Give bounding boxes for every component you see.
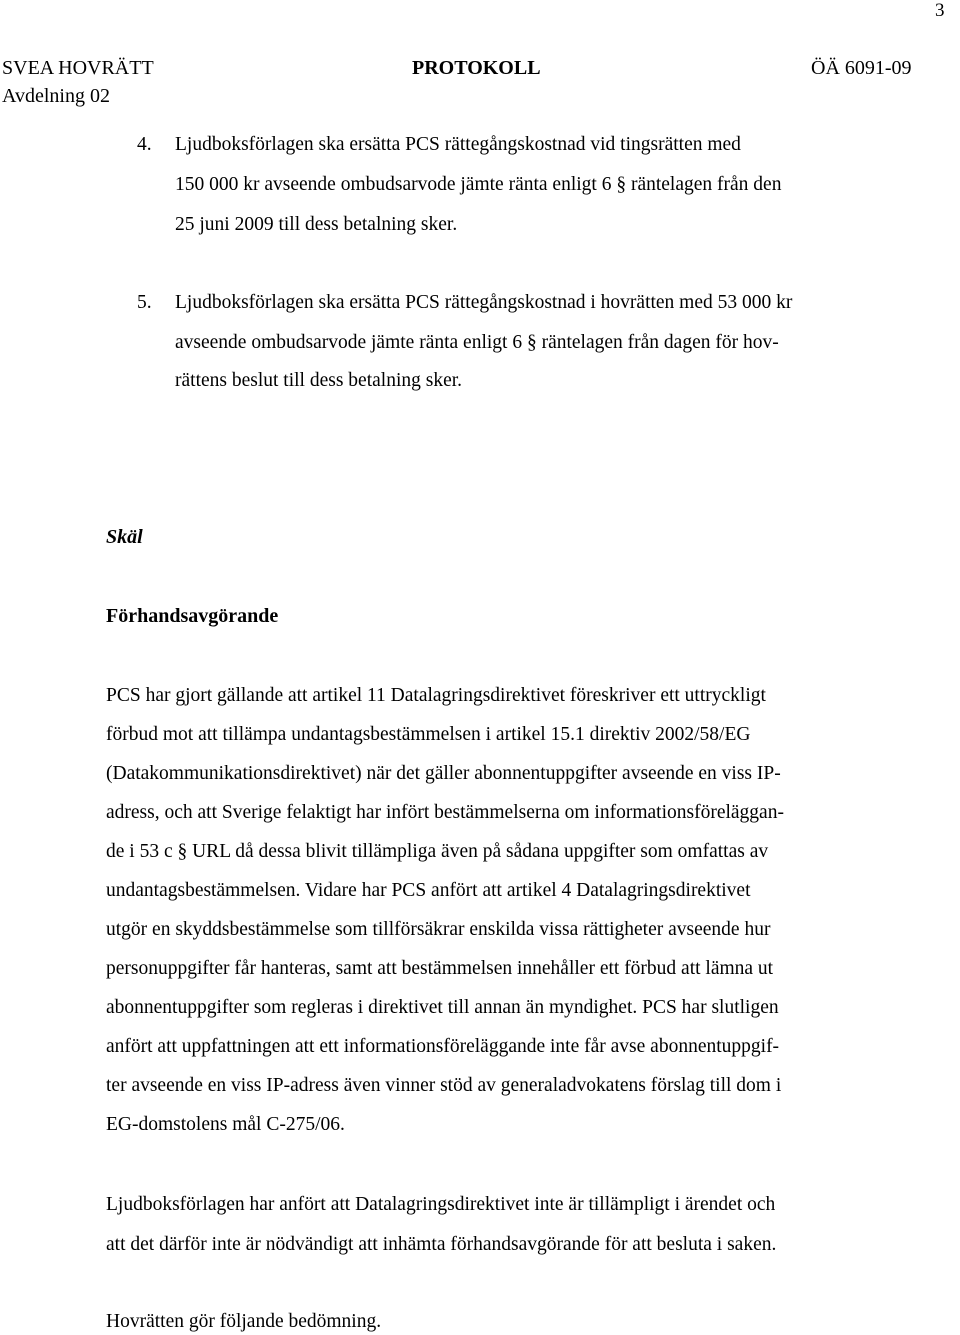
document-title: PROTOKOLL — [412, 57, 541, 79]
paragraph-line: ter avseende en viss IP-adress även vinner stöd av generaladvokatens förslag till dom i — [106, 1075, 782, 1096]
paragraph-line: anfört att uppfattningen att ett informationsföreläggande inte får avse abonnentuppgif- — [106, 1036, 780, 1057]
paragraph-line: Ljudboksförlagen har anfört att Datalagringsdirektivet inte är tillämpligt i ärendet och — [106, 1194, 776, 1215]
paragraph-line: undantagsbestämmelsen. Vidare har PCS anfört att artikel 4 Datalagringsdirektivet — [106, 880, 751, 901]
department-name: Avdelning 02 — [2, 85, 110, 107]
paragraph-line: (Datakommunikationsdirektivet) när det gäller abonnentuppgifter avseende en viss IP- — [106, 763, 781, 784]
page-number: 3 — [935, 0, 945, 21]
paragraph-line: personuppgifter får hanteras, samt att bestämmelsen innehåller ett förbud att lämna ut — [106, 958, 774, 979]
list-item-line: avseende ombudsarvode jämte ränta enligt 6 § räntelagen från dagen för hov- — [175, 332, 779, 353]
paragraph-line: utgör en skyddsbestämmelse som tillförsäkrar enskilda vissa rättigheter avseende hur — [106, 919, 771, 940]
list-item-number: 4. — [137, 134, 152, 155]
case-number: ÖÄ 6091-09 — [811, 57, 912, 79]
list-item-line: rättens beslut till dess betalning sker. — [175, 370, 463, 391]
list-item-number: 5. — [137, 292, 152, 313]
court-name: SVEA HOVRÄTT — [2, 57, 154, 79]
paragraph-line: EG-domstolens mål C-275/06. — [106, 1114, 345, 1135]
paragraph-line: abonnentuppgifter som regleras i direktivet till annan än myndighet. PCS har slutligen — [106, 997, 779, 1018]
list-item-line: Ljudboksförlagen ska ersätta PCS rättegångskostnad i hovrätten med 53 000 kr — [175, 292, 793, 313]
paragraph-line: PCS har gjort gällande att artikel 11 Datalagringsdirektivet föreskriver ett uttryckligt — [106, 685, 766, 706]
paragraph-line: Hovrätten gör följande bedömning. — [106, 1311, 382, 1332]
paragraph-line: att det därför inte är nödvändigt att inhämta förhandsavgörande för att besluta i saken. — [106, 1234, 777, 1255]
paragraph-line: de i 53 c § URL då dessa blivit tillämpliga även på sådana uppgifter som omfattas av — [106, 841, 769, 862]
subsection-title: Förhandsavgörande — [106, 605, 279, 627]
list-item-line: Ljudboksförlagen ska ersätta PCS rättegångskostnad vid tingsrätten med — [175, 134, 741, 155]
list-item-line: 150 000 kr avseende ombudsarvode jämte ränta enligt 6 § räntelagen från den — [175, 174, 782, 195]
section-title: Skäl — [106, 526, 143, 548]
paragraph-line: förbud mot att tillämpa undantagsbestämmelsen i artikel 15.1 direktiv 2002/58/EG — [106, 724, 751, 745]
list-item-line: 25 juni 2009 till dess betalning sker. — [175, 214, 458, 235]
paragraph-line: adress, och att Sverige felaktigt har infört bestämmelserna om informationsföreläggan- — [106, 802, 784, 823]
